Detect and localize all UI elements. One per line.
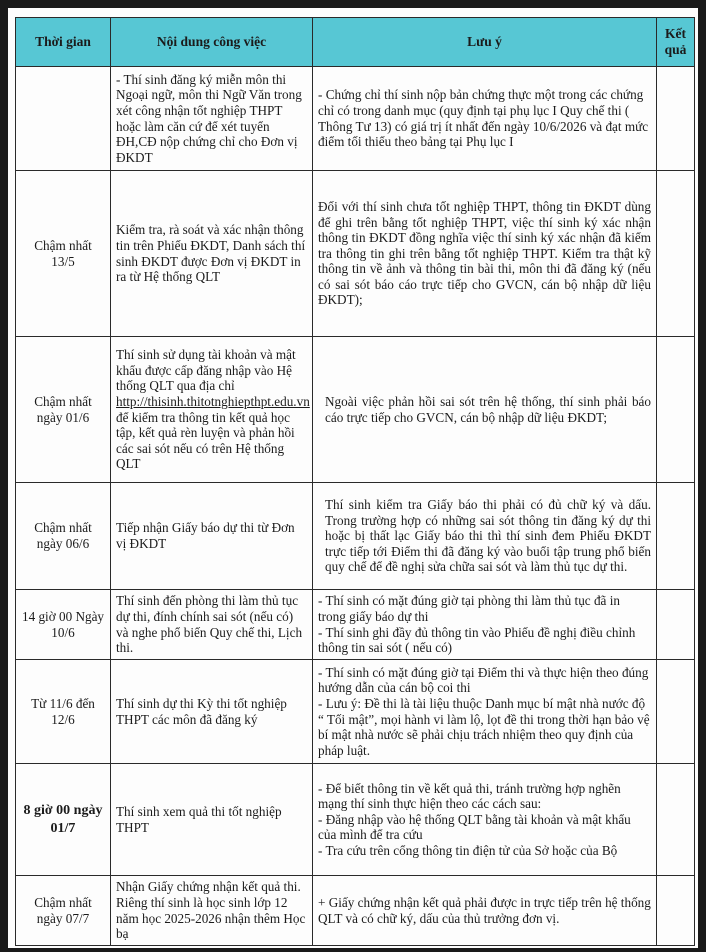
row-content: - Thí sinh đăng ký miễn môn thi Ngoại ngữ, môn thi Ngữ Văn trong xét công nhận tốt nghiệp THPT hoặc làm căn cứ để xét tuyển ĐH,CĐ nộp chứng chỉ cho Đơn vị ĐKDT (111, 67, 313, 171)
document-page (8, 8, 698, 948)
row-result (657, 764, 695, 876)
row-content: Tiếp nhận Giấy báo dự thi từ Đơn vị ĐKDT (111, 483, 313, 590)
row-note: - Chứng chỉ thí sinh nộp bản chứng thực một trong các chứng chỉ có trong danh mục (quy định tại phụ lục I Quy chế thi ( Thông Tư 13) có giá trị ít nhất đến ngày 10/6/2026 và đạt mức điểm tối thiểu theo bảng tại Phụ lục I (313, 67, 657, 171)
row-result (657, 171, 695, 337)
note-line: - Lưu ý: Đề thi là tài liệu thuộc Danh mục bí mật nhà nước độ “ Tối mật”, mọi hành vi làm lộ, lọt đề thi trong thời hạn bảo vệ bí mật nhà nước sẽ phải chịu trách nhiệm theo quy định của pháp luật. (318, 695, 650, 758)
row-time: Từ 11/6 đến 12/6 (16, 660, 111, 764)
row-note (313, 764, 657, 876)
row-time: Chậm nhất ngày 07/7 (16, 876, 111, 946)
row-content: Thí sinh đến phòng thi làm thủ tục dự thi, đính chính sai sót (nếu có) và nghe phổ biến Quy chế thi, Lịch thi. (111, 590, 313, 660)
content-text: để kiểm tra thông tin kết quả học tập, kết quả rèn luyện và phản hồi các sai sót nếu có trên Hệ thống QLT (116, 409, 295, 472)
header-time: Thời gian (16, 18, 111, 67)
row-content: Thí sinh xem quả thi tốt nghiệp THPT (111, 764, 313, 876)
row-note: Đối với thí sinh chưa tốt nghiệp THPT, thông tin ĐKDT dùng để ghi trên bằng tốt nghiệp THPT, việc thí sinh ký xác nhận thông tin ĐKDT đồng nghĩa việc thí sinh ký xác nhận đã kiểm tra thông tin ghi trên bằng tốt nghiệp THPT. Kiểm tra thật kỹ thông tin về ảnh và thông tin bài thi, môn thi đã đăng ký (nếu có sai sót báo cáo trực tiếp cho GVCN, cán bộ nhập dữ liệu ĐKDT); (313, 171, 657, 337)
row-time: 8 giờ 00 ngày 01/7 (16, 764, 111, 876)
row-result (657, 660, 695, 764)
note-line: - Tra cứu trên cổng thông tin điện tử của Sở hoặc của Bộ (318, 842, 618, 858)
schedule-table (15, 17, 695, 946)
row-note (313, 660, 657, 764)
row-result (657, 337, 695, 483)
row-note: + Giấy chứng nhận kết quả phải được in trực tiếp trên hệ thống QLT và có chữ ký, dấu của thủ trưởng đơn vị. (313, 876, 657, 946)
row-time: Chậm nhất ngày 06/6 (16, 483, 111, 590)
header-content: Nội dung công việc (111, 18, 313, 67)
row-time: Chậm nhất 13/5 (16, 171, 111, 337)
row-result (657, 590, 695, 660)
header-result: Kết quả (657, 18, 695, 67)
content-text: Thí sinh sử dụng tài khoản và mật khẩu được cấp đăng nhập vào Hệ thống QLT qua địa chỉ (116, 347, 296, 394)
table-header-row (16, 18, 695, 67)
row-note: Ngoài việc phản hồi sai sót trên hệ thống, thí sinh phải báo cáo trực tiếp cho GVCN, cán bộ nhập dữ liệu ĐKDT; (313, 337, 657, 483)
table-row (16, 660, 695, 764)
row-time (16, 67, 111, 171)
row-note: Thí sinh kiểm tra Giấy báo thi phải có đủ chữ ký và dấu. Trong trường hợp có những sai sót thông tin đăng ký dự thi hoặc bị thất lạc Giấy báo thi thì thí sinh đem Phiếu ĐKDT trực tiếp tới Điểm thi đã đăng ký vào buổi tập trung phổ biến quy chế để đề nghị sửa chữa sai sót và làm thủ tục dự thi. (313, 483, 657, 590)
row-result (657, 483, 695, 590)
row-note (313, 590, 657, 660)
row-time: Chậm nhất ngày 01/6 (16, 337, 111, 483)
note-line: - Thí sinh có mặt đúng giờ tại phòng thi làm thủ tục đã in trong giấy báo dự thi (318, 593, 620, 624)
table-row (16, 337, 695, 483)
table-row (16, 483, 695, 590)
note-line: - Để biết thông tin về kết quả thi, tránh trường hợp nghẽn mạng thí sinh thực hiện theo các cách sau: (318, 780, 621, 812)
row-content: Kiểm tra, rà soát và xác nhận thông tin trên Phiếu ĐKDT, Danh sách thí sinh ĐKDT được Đơn vị ĐKDT in ra từ Hệ thống QLT (111, 171, 313, 337)
note-line: - Thí sinh ghi đầy đủ thông tin vào Phiếu đề nghị điều chỉnh thông tin sai sót ( nếu có) (318, 624, 636, 656)
table-row (16, 764, 695, 876)
note-line: - Thí sinh có mặt đúng giờ tại Điểm thi và thực hiện theo đúng hướng dẫn của cán bộ coi thi (318, 664, 649, 696)
table-row (16, 67, 695, 171)
row-result (657, 876, 695, 946)
candidate-portal-link[interactable]: http://thisinh.thitotnghiepthpt.edu.vn (116, 393, 310, 409)
table-row (16, 590, 695, 660)
row-content: Nhận Giấy chứng nhận kết quả thi. Riêng thí sinh là học sinh lớp 12 năm học 2025-2026 nhận thêm Học bạ (111, 876, 313, 946)
row-content (111, 337, 313, 483)
row-time: 14 giờ 00 Ngày 10/6 (16, 590, 111, 660)
note-line: - Đăng nhập vào hệ thống QLT bằng tài khoản và mật khẩu của mình để tra cứu (318, 811, 631, 843)
table-row (16, 876, 695, 946)
header-note: Lưu ý (313, 18, 657, 67)
table-row (16, 171, 695, 337)
row-content: Thí sinh dự thi Kỳ thi tốt nghiệp THPT các môn đã đăng ký (111, 660, 313, 764)
row-result (657, 67, 695, 171)
